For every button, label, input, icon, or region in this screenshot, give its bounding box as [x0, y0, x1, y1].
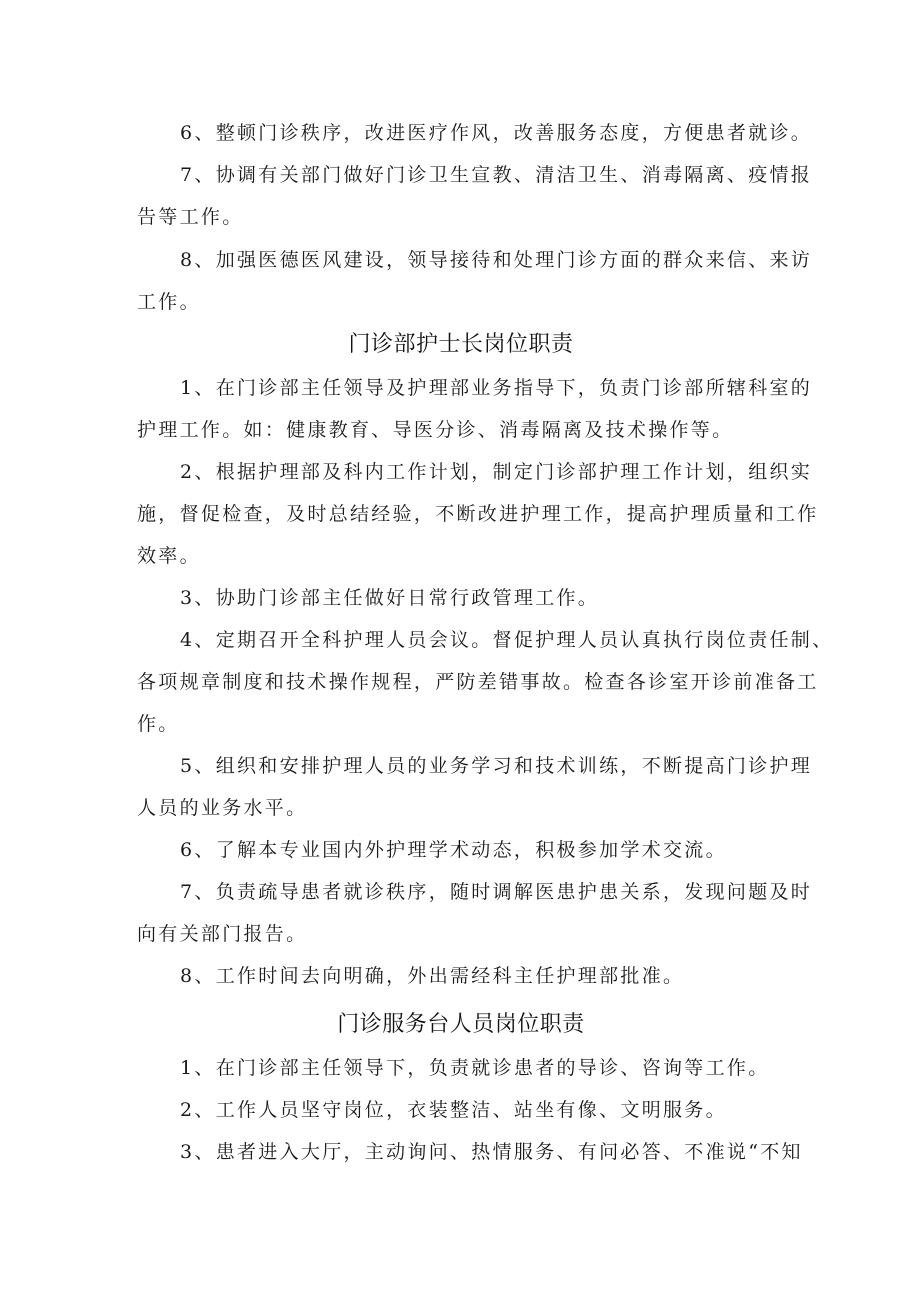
paragraph-line: 7、负责疏导患者就诊秩序，随时调解医患护患关系，发现问题及时 — [180, 881, 813, 903]
paragraph-line: 作。 — [137, 713, 180, 735]
paragraph-line: 人员的业务水平。 — [137, 797, 308, 819]
paragraph-line: 3、协助门诊部主任做好日常行政管理工作。 — [180, 587, 600, 609]
paragraph-line: 5、组织和安排护理人员的业务学习和技术训练，不断提高门诊护理 — [180, 755, 813, 777]
paragraph-line: 向有关部门报告。 — [137, 923, 308, 945]
paragraph-line: 8、工作时间去向明确，外出需经科主任护理部批准。 — [180, 965, 685, 987]
paragraph-line: 8、加强医德医风建设，领导接待和处理门诊方面的群众来信、来访 — [180, 249, 813, 271]
paragraph-line: 2、工作人员坚守岗位，衣装整洁、站坐有像、文明服务。 — [180, 1099, 727, 1121]
paragraph-line: 3、患者进入大厅，主动询问、热情服务、有问必答、不准说“不知 — [180, 1141, 803, 1163]
paragraph-line: 工作。 — [137, 291, 201, 313]
section-title-service-desk: 门诊服务台人员岗位职责 — [337, 1012, 585, 1037]
paragraph-line: 6、整顿门诊秩序，改进医疗作风，改善服务态度，方便患者就诊。 — [180, 122, 813, 144]
paragraph-line: 1、在门诊部主任领导及护理部业务指导下，负责门诊部所辖科室的 — [180, 377, 813, 399]
paragraph-line: 1、在门诊部主任领导下，负责就诊患者的导诊、咨询等工作。 — [180, 1057, 770, 1079]
paragraph-line: 告等工作。 — [137, 206, 244, 228]
paragraph-line: 施，督促检查，及时总结经验，不断改进护理工作，提高护理质量和工作 — [137, 503, 819, 525]
paragraph-line: 护理工作。如：健康教育、导医分诊、消毒隔离及技术操作等。 — [137, 419, 734, 441]
paragraph-line: 2、根据护理部及科内工作计划，制定门诊部护理工作计划，组织实 — [180, 461, 813, 483]
paragraph-line: 7、协调有关部门做好门诊卫生宣教、清洁卫生、消毒隔离、疫情报 — [180, 164, 813, 186]
paragraph-line: 4、定期召开全科护理人员会议。督促护理人员认真执行岗位责任制、 — [180, 629, 834, 651]
paragraph-line: 6、了解本专业国内外护理学术动态，积极参加学术交流。 — [180, 839, 727, 861]
paragraph-line: 各项规章制度和技术操作规程，严防差错事故。检查各诊室开诊前准备工 — [137, 671, 819, 693]
paragraph-line: 效率。 — [137, 545, 201, 567]
section-title-head-nurse: 门诊部护士长岗位职责 — [348, 332, 574, 357]
